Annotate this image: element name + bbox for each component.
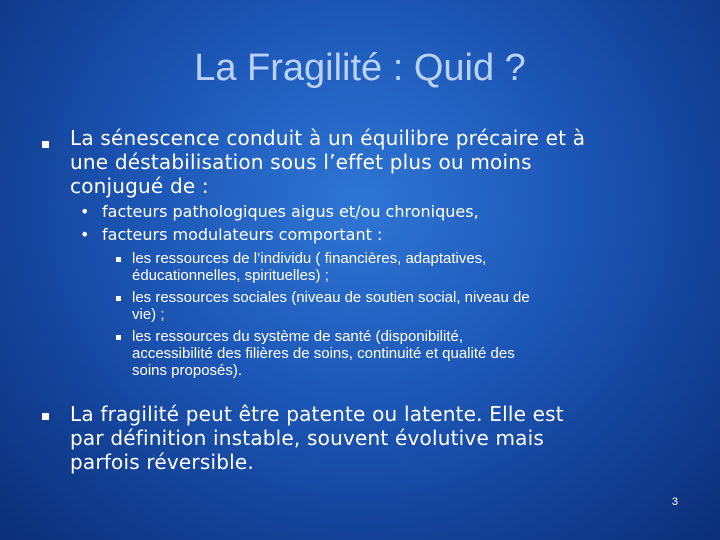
sub-sub-bullet	[132, 289, 682, 323]
bullet-2-line: La fragilité peut être patente ou latente. Elle est	[70, 402, 564, 426]
sub-sub-bullet-line: les ressources de l’individu ( financières, adaptatives,	[132, 250, 487, 267]
sub-sub-bullet-line: les ressources du système de santé (disponibilité,	[132, 328, 463, 345]
sub-sub-bullet-line: soins proposés).	[132, 362, 243, 379]
square-bullet-icon	[42, 141, 49, 148]
dot-bullet-icon: •	[80, 202, 90, 221]
square-bullet-icon	[116, 257, 121, 262]
bullet-1-text	[70, 126, 690, 198]
page-number: 3	[671, 496, 678, 508]
sub-sub-bullet-line: accessibilité des filières de soins, continuité et qualité des	[132, 345, 515, 362]
square-bullet-icon	[116, 335, 121, 340]
dot-bullet-icon: •	[80, 225, 90, 244]
bullet-2-line: parfois réversible.	[70, 450, 254, 474]
square-bullet-icon	[42, 413, 49, 420]
sub-sub-bullet	[132, 328, 682, 379]
square-bullet-icon	[116, 296, 121, 301]
sub-sub-bullet-line: éducationnelles, spirituelles) ;	[132, 267, 329, 284]
sub-sub-bullet-line: vie) ;	[132, 306, 165, 323]
bullet-1-line: une déstabilisation sous l’effet plus ou moins	[70, 150, 532, 174]
sub-bullet: facteurs pathologiques aigus et/ou chroniques,	[102, 202, 479, 221]
bullet-1-line: conjugué de :	[70, 174, 209, 198]
sub-sub-bullet	[132, 250, 682, 284]
sub-sub-bullet-line: les ressources sociales (niveau de soutien social, niveau de	[132, 289, 530, 306]
bullet-2-text	[70, 402, 690, 474]
slide-title: La Fragilité : Quid ?	[194, 47, 526, 89]
sub-bullet: facteurs modulateurs comportant :	[102, 225, 383, 244]
bullet-2-line: par définition instable, souvent évolutive mais	[70, 426, 545, 450]
bullet-1-line: La sénescence conduit à un équilibre précaire et à	[70, 126, 586, 150]
